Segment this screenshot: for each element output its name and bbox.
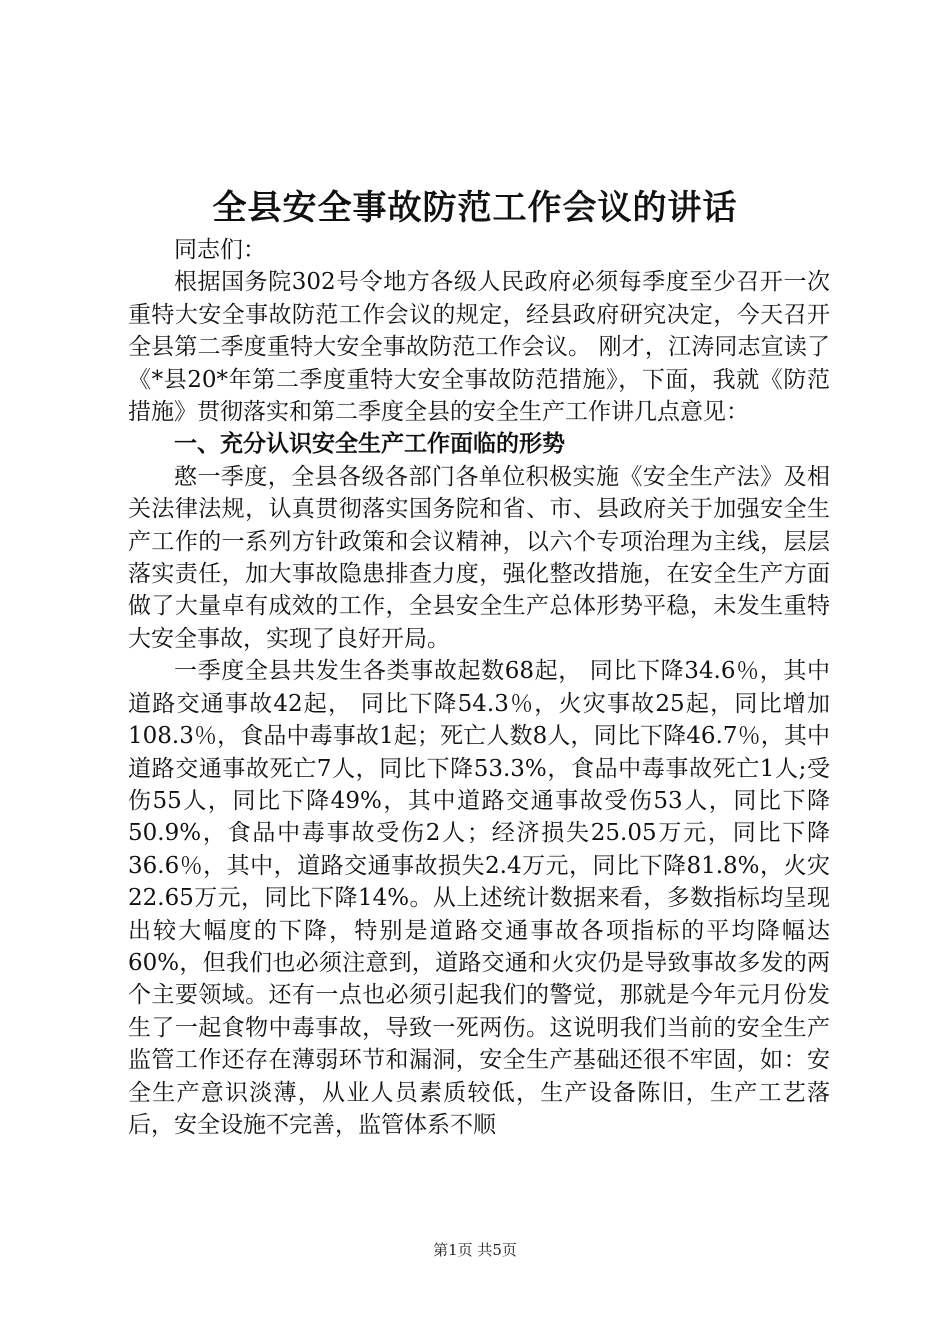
paragraph-intro: 根据国务院302号令地方各级人民政府必须每季度至少召开一次重特大安全事故防范工作会议的规定，经县政府研究决定，今天召开全县第二季度重特大安全事故防范工作会议。 刚才，江涛同志宣读了《*县20*年第二季度重特大安全事故防范措施》，下面，我就《防范措施》贯彻落实和第二季度全县的安全生产工作讲几点意见：	[128, 269, 830, 426]
salutation: 同志们：	[174, 237, 266, 263]
document-title: 全县安全事故防范工作会议的讲话	[212, 188, 738, 228]
paragraph-first-quarter-summary: 憨一季度，全县各级各部门各单位积极实施《安全生产法》及相关法律法规，认真贯彻落实国务院和省、市、县政府关于加强安全生产工作的一系列方针政策和会议精神，以六个专项治理为主线，层层落实责任，加大事故隐患排查力度，强化整改措施，在安全生产方面做了大量卓有成效的工作，全县安全生产总体形势平稳，未发生重特大安全事故，实现了良好开局。	[128, 463, 830, 652]
page-footer: 第1页 共5页	[433, 1241, 517, 1259]
document-body	[128, 234, 830, 1141]
paragraph-accident-statistics: 一季度全县共发生各类事故起数68起， 同比下降34.6％，其中道路交通事故42起， 同比下降54.3％，火灾事故25起，同比增加108.3％，食品中毒事故1起；死亡人数8人，同比下降46.7％，其中道路交通事故死亡7人，同比下降53.3%，食品中毒事故死亡1人;受伤55人，同比下降49%，其中道路交通事故受伤53人，同比下降50.9%，食品中毒事故受伤2人；经济损失25.05万元，同比下降36.6％，其中，道路交通事故损失2.4万元，同比下降81.8%，火灾22.65万元，同比下降14%。从上述统计数据来看，多数指标均呈现出较大幅度的下降，特别是道路交通事故各项指标的平均降幅达60%，但我们也必须注意到，道路交通和火灾仍是导致事故多发的两个主要领域。还有一点也必须引起我们的警觉，那就是今年元月份发生了一起食物中毒事故，导致一死两伤。这说明我们当前的安全生产监管工作还存在薄弱环节和漏洞，安全生产基础还很不牢固，如：安全生产意识淡薄，从业人员素质较低，生产设备陈旧，生产工艺落后，安全设施不完善，监管体系不顺	[128, 658, 830, 1138]
section-heading-1: 一、充分认识安全生产工作面临的形势	[174, 431, 565, 458]
